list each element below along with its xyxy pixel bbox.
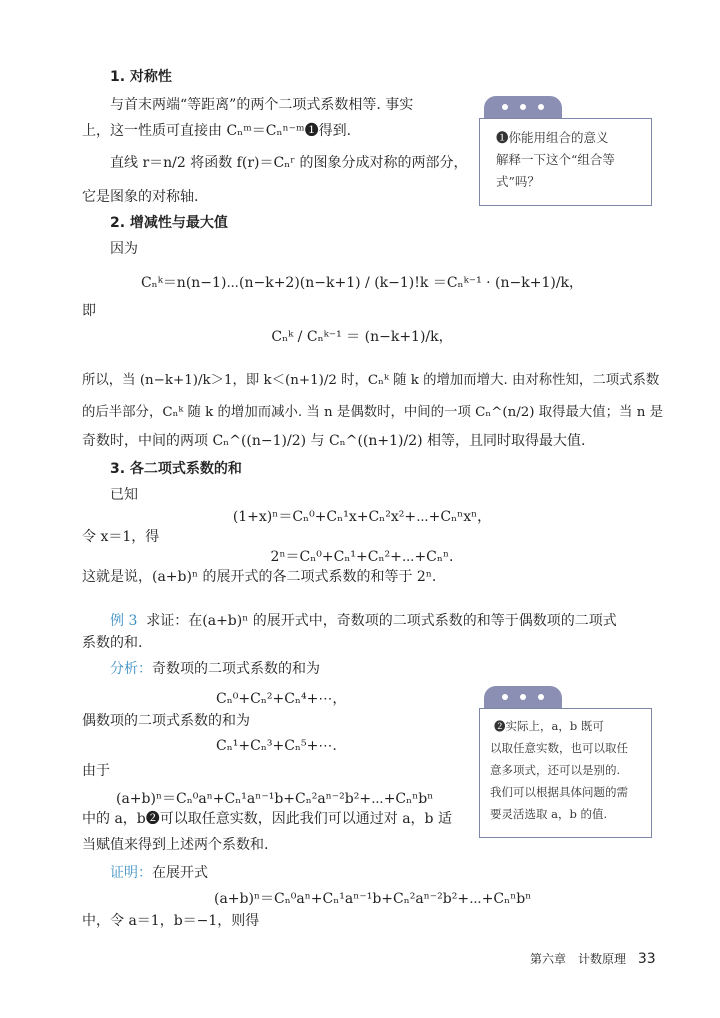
paragraph-line: 与首末两端“等距离”的两个二项式系数相等. 事实 xyxy=(110,97,414,113)
formula-proof-expansion: (a+b)ⁿ＝Cₙ⁰aⁿ+Cₙ¹aⁿ⁻¹b+Cₙ²aⁿ⁻²b²+⋯+Cₙⁿbⁿ xyxy=(214,891,532,907)
note-line: 式”吗？ xyxy=(496,174,540,189)
formula-odd-sum: Cₙ⁰+Cₙ²+Cₙ⁴+⋯， xyxy=(216,691,347,707)
dot-icon xyxy=(520,694,526,700)
note-tab xyxy=(484,686,562,708)
section-heading-symmetry: 1. 对称性 xyxy=(110,69,172,85)
formula-binomial-ratio: Cₙᵏ＝n(n−1)⋯(n−k+2)(n−k+1) / (k−1)!k ＝Cₙᵏ⁻¹ · (n−k+1)/k， xyxy=(140,275,584,291)
note-line: 我们可以根据具体问题的需 xyxy=(490,785,628,799)
paragraph-line: 的后半部分，Cₙᵏ 随 k 的增加而减小. 当 n 是偶数时，中间的一项 Cₙ^(n/2) 取得最大值；当 n 是 xyxy=(82,405,663,420)
paragraph-line: 由于 xyxy=(82,763,110,779)
formula-binomial-expansion: (a+b)ⁿ＝Cₙ⁰aⁿ+Cₙ¹aⁿ⁻¹b+Cₙ²aⁿ⁻²b²+⋯+Cₙⁿbⁿ xyxy=(116,791,434,807)
paragraph-line: 这就是说，(a+b)ⁿ 的展开式的各二项式系数的和等于 2ⁿ. xyxy=(82,569,437,585)
paragraph-line: 中，令 a＝1，b＝−1，则得 xyxy=(82,913,260,929)
paragraph-line: 直线 r＝n/2 将函数 f(r)＝Cₙʳ 的图象分成对称的两部分， xyxy=(110,155,468,171)
note-line: 意多项式，还可以是别的. xyxy=(490,763,621,777)
dot-icon xyxy=(520,104,526,110)
page-number: 33 xyxy=(637,951,656,967)
example-label: 例 3 xyxy=(110,613,138,629)
side-note-1 xyxy=(479,118,652,206)
paragraph-line: 偶数项的二项式系数的和为 xyxy=(82,713,250,729)
dot-icon xyxy=(538,104,544,110)
note-line: 解释一下这个“组合等 xyxy=(496,152,615,167)
analysis-label: 分析： xyxy=(110,661,152,677)
paragraph-line: 即 xyxy=(82,303,96,319)
proof-label: 证明： xyxy=(110,865,152,881)
paragraph-line: 所以，当 (n−k+1)/k＞1，即 k＜(n+1)/2 时，Cₙᵏ 随 k 的增加而增大. 由对称性知，二项式系数 xyxy=(82,373,660,388)
dot-icon xyxy=(538,694,544,700)
analysis-line xyxy=(110,658,320,680)
example-text: 求证：在(a+b)ⁿ 的展开式中，奇数项的二项式系数的和等于偶数项的二项式 xyxy=(146,613,617,629)
section-heading-monotonicity: 2. 增减性与最大值 xyxy=(110,215,228,231)
paragraph-line: 已知 xyxy=(110,487,138,503)
paragraph-line: 当赋值来得到上述两个系数和. xyxy=(82,837,269,853)
paragraph-line: 令 x＝1，得 xyxy=(82,529,160,545)
paragraph-line: 因为 xyxy=(110,241,138,257)
chapter-title: 第六章 计数原理 xyxy=(530,952,627,966)
dot-icon xyxy=(502,694,508,700)
paragraph-line: 系数的和. xyxy=(82,635,143,651)
formula-ratio: Cₙᵏ / Cₙᵏ⁻¹ ＝ (n−k+1)/k， xyxy=(271,329,453,345)
formula-sum: 2ⁿ＝Cₙ⁰+Cₙ¹+Cₙ²+⋯+Cₙⁿ. xyxy=(270,549,454,565)
paragraph-line: 上，这一性质可直接由 Cₙᵐ＝Cₙⁿ⁻ᵐ❶得到. xyxy=(82,123,352,139)
analysis-text: 奇数项的二项式系数的和为 xyxy=(152,661,320,677)
note-line: 要灵活选取 a，b 的值. xyxy=(490,807,608,821)
proof-text: 在展开式 xyxy=(152,865,208,881)
note-line: 以取任意实数，也可以取任 xyxy=(490,741,628,755)
footer-chapter xyxy=(530,950,656,967)
note-line: ❷实际上，a，b 既可 xyxy=(494,719,604,733)
dot-icon xyxy=(502,104,508,110)
paragraph-line: 它是图象的对称轴. xyxy=(82,189,199,205)
paragraph-line: 中的 a，b❷可以取任意实数，因此我们可以通过对 a，b 适 xyxy=(82,811,452,827)
side-note-2 xyxy=(479,708,652,838)
note-line: ❶你能用组合的意义 xyxy=(496,130,609,145)
formula-even-sum: Cₙ¹+Cₙ³+Cₙ⁵+⋯. xyxy=(216,738,337,754)
example-statement xyxy=(110,610,617,632)
formula-expansion: (1+x)ⁿ＝Cₙ⁰+Cₙ¹x+Cₙ²x²+⋯+Cₙⁿxⁿ， xyxy=(232,509,492,525)
section-heading-sum: 3. 各二项式系数的和 xyxy=(110,461,242,477)
paragraph-line: 奇数时，中间的两项 Cₙ^((n−1)/2) 与 Cₙ^((n+1)/2) 相等，且同时取得最大值. xyxy=(82,433,586,449)
proof-line xyxy=(110,862,208,884)
note-tab xyxy=(484,96,562,118)
